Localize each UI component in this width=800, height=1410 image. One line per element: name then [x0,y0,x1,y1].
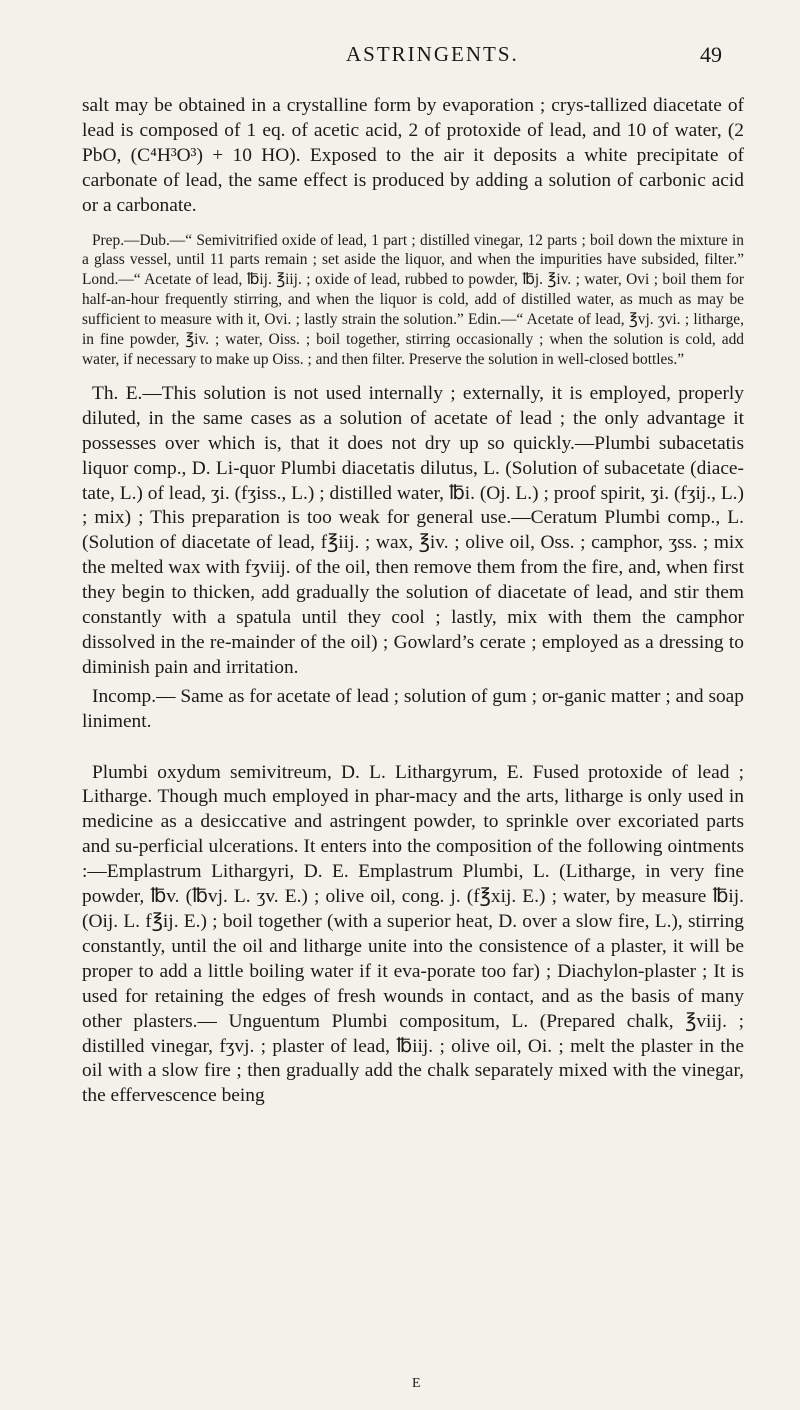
page-number: 49 [700,42,722,67]
paragraph-preparation: Prep.—Dub.—“ Semivitrified oxide of lead, 1 part ; distilled vinegar, 12 parts ; boil down the mixture in a glass vessel, until 11 parts remain ; set aside the liquor, and when the impurities have subsided, filter.” Lond.—“ Acetate of lead, ℔ij. ℥iij. ; oxide of lead, rubbed to powder, ℔j. ℥iv. ; water, Ovi ; boil them for half-an-hour frequently stirring, and when the liquor is cold, add of distilled water, as much as may be sufficient to measure with it, Ovi. ; lastly strain the solution.” Edin.—“ Acetate of lead, ℥vj. ʒvi. ; litharge, in fine powder, ℥iv. ; water, Oiss. ; boil together, stirring occasionally ; when the solution is cold, add water, if necessary to make up Oiss. ; and then filter. Preserve the solution in well-closed bottles.” [82,231,744,368]
signature-mark: E [412,1376,421,1391]
paragraph-therapeutics: Th. E.—This solution is not used internally ; externally, it is employed, properly diluted, in the same cases as a solution of acetate of lead ; the only advantage it possesses over which is, that it does not dry up so quickly.—Plumbi subacetatis liquor comp., D. Li-quor Plumbi diacetatis dilutus, L. (Solution of subacetate (diace-tate, L.) of lead, ʒi. (fʒiss., L.) ; distilled water, ℔i. (Oj. L.) ; proof spirit, ʒi. (fʒij., L.) ; mix) ; This preparation is too weak for general use.—Ceratum Plumbi comp., L. (Solution of diacetate of lead, f℥iij. ; wax, ℥iv. ; olive oil, Oss. ; camphor, ʒss. ; mix the melted wax with fʒviij. of the oil, then remove them from the fire, and, when first they begin to thicken, add gradually the solution of diacetate of lead, and stir them constantly with a spatula until they cool ; lastly, mix with them the camphor dissolved in the re-mainder of the oil) ; Gowlard’s cerate ; employed as a dressing to diminish pain and irritation. [82,382,744,678]
page-header [0,42,800,70]
page-body [82,94,744,1109]
paragraph-litharge: Plumbi oxydum semivitreum, D. L. Lithargyrum, E. Fused protoxide of lead ; Litharge. Though much employed in phar-macy and the arts, litharge is only used in medicine as a desiccative and astringent powder, to sprinkle over excoriated parts and su-perficial ulcerations. It enters into the composition of the following ointments :—Emplastrum Lithargyri, D. E. Emplastrum Plumbi, L. (Litharge, in very fine powder, ℔v. (℔vj. L. ʒv. E.) ; olive oil, cong. j. (f℥xij. E.) ; water, by measure ℔ij. (Oij. L. f℥ij. E.) ; boil together (with a superior heat, D. over a slow fire, L.), stirring constantly, until the oil and litharge unite into the consistence of a plaster, it will be proper to add a little boiling water if it eva-porate too far) ; Diachylon-plaster ; It is used for retaining the edges of fresh wounds in contact, and as the basis of many other plasters.— Unguentum Plumbi compositum, L. (Prepared chalk, ℥viij. ; distilled vinegar, fʒvj. ; plaster of lead, ℔iij. ; olive oil, Oi. ; melt the plaster in the oil with a slow fire ; then gradually add the chalk separately mixed with the vinegar, the effervescence being [82,761,744,1107]
paragraph-incompatibles: Incomp.— Same as for acetate of lead ; solution of gum ; or-ganic matter ; and soap liniment. [82,685,744,732]
running-head: ASTRINGENTS. [346,42,519,66]
paragraph-diacetate-intro: salt may be obtained in a crystalline form by evaporation ; crys-tallized diacetate of lead is composed of 1 eq. of acetic acid, 2 of protoxide of lead, and 10 of water, (2 PbO, (C⁴H³O³) + 10 HO). Exposed to the air it deposits a white precipitate of carbonate of lead, the same effect is produced by adding a solution of carbonic acid or a carbonate. [82,95,744,216]
